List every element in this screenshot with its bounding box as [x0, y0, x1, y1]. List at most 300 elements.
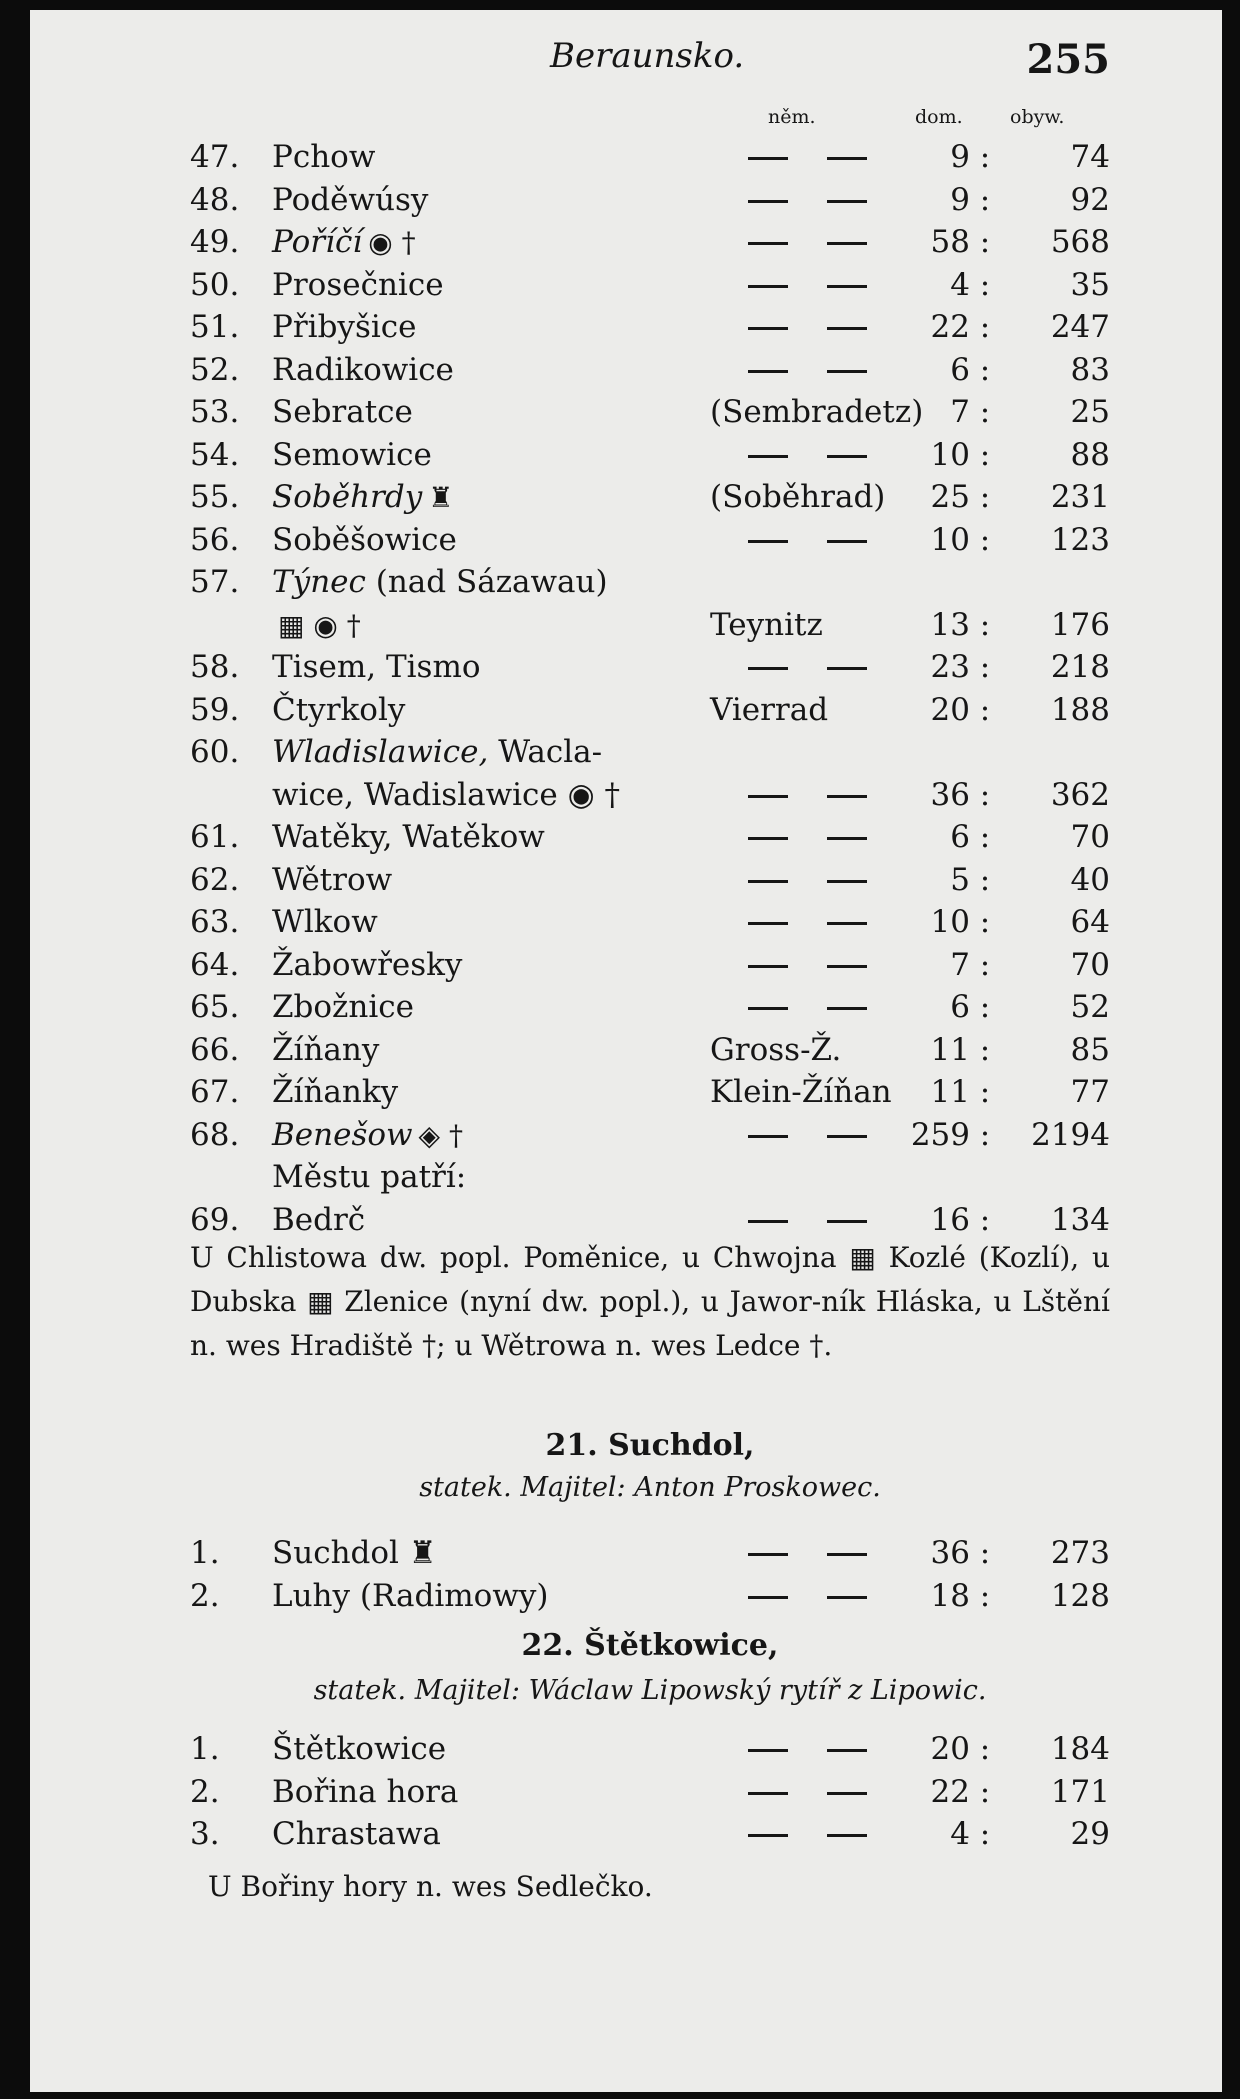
- dash-line: [827, 455, 867, 458]
- map-symbol-icon: ▦ ◉ †: [278, 608, 361, 642]
- section-21-table: [190, 1532, 1110, 1617]
- dash-mark: [827, 519, 865, 562]
- table-row: [190, 179, 1110, 222]
- place-name: [272, 731, 602, 774]
- row-number: 47.: [190, 139, 240, 175]
- dash-line: [827, 965, 867, 968]
- dash-line: [827, 285, 867, 288]
- dash-line: [748, 242, 788, 245]
- place-name-text: Bedrč: [272, 1201, 366, 1238]
- houses-count: 6: [950, 989, 970, 1025]
- section-21-subtitle: statek. Majitel: Anton Proskowec.: [419, 1472, 881, 1503]
- separator: :: [979, 904, 991, 940]
- place-name-text: Wětrow: [272, 861, 393, 898]
- place-name: [272, 1771, 458, 1814]
- table-row: [190, 1532, 1110, 1575]
- place-name: [272, 1156, 466, 1199]
- place-name-text: Wladislawice,: [272, 734, 489, 770]
- place-name-text: Wlkow: [272, 904, 378, 940]
- table-row: [190, 136, 1110, 179]
- inhabitants-count: 247: [1050, 309, 1110, 345]
- german-name: (Sembradetz): [710, 394, 924, 430]
- dash-line: [748, 837, 788, 840]
- houses-count: 16: [930, 1201, 970, 1238]
- dash-mark: [827, 221, 865, 264]
- houses-count: 6: [950, 819, 970, 855]
- row-number: 3.: [190, 1816, 220, 1852]
- place-name-text: Benešow: [272, 1116, 413, 1153]
- separator: :: [979, 649, 991, 685]
- inhabitants-count: 70: [1070, 946, 1110, 983]
- houses-count: 10: [930, 521, 970, 558]
- separator: :: [979, 139, 991, 175]
- place-name-text: Tisem, Tismo: [272, 649, 481, 685]
- book-page: [30, 10, 1222, 2092]
- houses-count: 58: [930, 224, 970, 260]
- dash-line: [748, 1220, 788, 1223]
- dash-mark: [748, 179, 786, 222]
- row-number: 49.: [190, 224, 240, 260]
- dash-mark: [748, 859, 786, 902]
- dash-mark: [827, 1813, 865, 1856]
- houses-count: 11: [930, 1031, 970, 1068]
- place-name: [272, 986, 414, 1029]
- inhabitants-count: 92: [1070, 181, 1110, 218]
- dash-mark: [827, 944, 865, 987]
- table-row: [190, 391, 1110, 434]
- dash-mark: [827, 264, 865, 307]
- village-table: [190, 136, 1110, 1241]
- separator: :: [979, 861, 991, 898]
- row-number: 68.: [190, 1116, 240, 1153]
- table-row: [190, 774, 1110, 817]
- inhabitants-count: 88: [1070, 436, 1110, 473]
- place-name-text: Watěky, Watěkow: [272, 819, 545, 855]
- dash-mark: [748, 264, 786, 307]
- place-name: [272, 136, 375, 179]
- separator: :: [979, 776, 991, 813]
- place-name: [272, 859, 392, 902]
- row-number: 57.: [190, 564, 240, 600]
- dash-mark: [827, 349, 865, 392]
- table-row: [190, 519, 1110, 562]
- separator: :: [979, 266, 991, 303]
- place-name-text: Suchdol ♜: [272, 1535, 437, 1571]
- place-name: [272, 1813, 441, 1856]
- dash-line: [748, 1135, 788, 1138]
- dash-line: [748, 667, 788, 670]
- houses-count: 6: [950, 351, 970, 388]
- dash-line: [748, 880, 788, 883]
- table-row: [190, 349, 1110, 392]
- houses-count: 13: [930, 606, 970, 643]
- german-name: Gross-Ž.: [710, 1031, 842, 1068]
- dash-line: [827, 922, 867, 925]
- map-symbol-icon: ♜: [428, 481, 454, 514]
- row-number: 63.: [190, 904, 240, 940]
- inhabitants-count: 176: [1050, 606, 1110, 643]
- german-name: Klein-Žíňan: [710, 1074, 892, 1110]
- separator: :: [979, 1773, 991, 1810]
- place-name-text: Radikowice: [272, 351, 454, 388]
- separator: :: [979, 224, 991, 260]
- separator: :: [979, 691, 991, 728]
- dash-line: [827, 242, 867, 245]
- inhabitants-count: 29: [1070, 1816, 1110, 1852]
- inhabitants-count: 35: [1070, 266, 1110, 303]
- dash-mark: [827, 1728, 865, 1771]
- dash-line: [748, 1792, 788, 1795]
- separator: :: [979, 1074, 991, 1110]
- separator: :: [979, 1731, 991, 1767]
- german-name: (Soběhrad): [710, 479, 886, 515]
- place-name: [272, 901, 378, 944]
- dash-mark: [748, 1771, 786, 1814]
- dash-line: [748, 922, 788, 925]
- dash-line: [748, 1553, 788, 1556]
- dash-mark: [748, 136, 786, 179]
- houses-count: 22: [930, 309, 970, 345]
- row-number: 67.: [190, 1074, 240, 1110]
- dash-mark: [748, 1575, 786, 1618]
- dash-line: [827, 667, 867, 670]
- houses-count: 10: [930, 436, 970, 473]
- dash-mark: [748, 816, 786, 859]
- place-name-text: Poříčí: [272, 224, 363, 260]
- separator: :: [979, 606, 991, 643]
- row-number: 48.: [190, 181, 240, 218]
- table-row: [190, 221, 1110, 264]
- place-name-text: Poděwúsy: [272, 181, 429, 218]
- section-21-title: 21. Suchdol,: [545, 1428, 755, 1463]
- page-number: 255: [1026, 36, 1110, 83]
- place-name: [272, 604, 367, 648]
- place-name: [272, 1029, 379, 1072]
- houses-count: 25: [930, 479, 970, 515]
- place-name-text: Sebratce: [272, 394, 413, 430]
- houses-count: 20: [930, 1731, 970, 1767]
- table-row: [190, 1029, 1110, 1072]
- inhabitants-count: 362: [1050, 776, 1110, 813]
- footer-note: U Bořiny hory n. wes Sedlečko.: [208, 1870, 653, 1903]
- houses-count: 9: [950, 181, 970, 218]
- table-row: [190, 986, 1110, 1029]
- place-name-text: Žíňanky: [272, 1074, 399, 1110]
- dash-mark: [748, 1813, 786, 1856]
- inhabitants-count: 77: [1070, 1074, 1110, 1110]
- dash-line: [827, 1792, 867, 1795]
- houses-count: 22: [930, 1773, 970, 1810]
- place-name-text: Soběšowice: [272, 521, 457, 558]
- dash-line: [748, 1596, 788, 1599]
- row-number: 51.: [190, 309, 240, 345]
- row-number: 65.: [190, 989, 240, 1025]
- german-name: Teynitz: [710, 606, 823, 643]
- inhabitants-count: 188: [1050, 691, 1110, 728]
- dash-mark: [827, 1532, 865, 1575]
- dash-line: [748, 540, 788, 543]
- place-name: [272, 1532, 437, 1575]
- table-row: [190, 1813, 1110, 1856]
- dash-mark: [748, 221, 786, 264]
- inhabitants-count: 70: [1070, 819, 1110, 855]
- place-name: [272, 391, 413, 434]
- dash-line: [827, 1596, 867, 1599]
- dash-mark: [748, 519, 786, 562]
- table-row: [190, 264, 1110, 307]
- houses-count: 36: [930, 1535, 970, 1571]
- inhabitants-count: 64: [1070, 904, 1110, 940]
- table-row: [190, 646, 1110, 689]
- houses-count: 18: [930, 1577, 970, 1614]
- place-name-text: Přibyšice: [272, 309, 417, 345]
- separator: :: [979, 1116, 991, 1153]
- dash-line: [827, 1553, 867, 1556]
- inhabitants-count: 273: [1050, 1535, 1110, 1571]
- separator: :: [979, 309, 991, 345]
- column-header-obyw: obyw.: [1010, 106, 1065, 128]
- dash-mark: [748, 774, 786, 817]
- section-22-title: 22. Štětkowice,: [521, 1628, 779, 1663]
- place-name: [272, 774, 620, 817]
- houses-count: 259: [910, 1116, 970, 1153]
- houses-count: 4: [950, 266, 970, 303]
- dash-line: [827, 327, 867, 330]
- row-number: 1.: [190, 1731, 220, 1767]
- row-number: 55.: [190, 479, 240, 515]
- inhabitants-count: 83: [1070, 351, 1110, 388]
- dash-mark: [748, 306, 786, 349]
- place-name: [272, 944, 462, 987]
- separator: :: [979, 1031, 991, 1068]
- inhabitants-count: 218: [1050, 649, 1110, 685]
- table-row: [190, 944, 1110, 987]
- dash-mark: [748, 986, 786, 1029]
- houses-count: 7: [950, 394, 970, 430]
- place-name: [272, 1114, 469, 1158]
- place-name: [272, 519, 457, 562]
- dash-mark: [827, 434, 865, 477]
- dash-line: [827, 157, 867, 160]
- place-name: [272, 221, 422, 265]
- separator: :: [979, 1577, 991, 1614]
- place-name: [272, 1071, 398, 1114]
- table-row: [190, 604, 1110, 647]
- place-name-rest: Wacla-: [498, 734, 603, 770]
- separator: :: [979, 819, 991, 855]
- running-title: Beraunsko.: [550, 36, 745, 76]
- place-name-text: Zbožnice: [272, 989, 414, 1025]
- table-row: [190, 1156, 1110, 1199]
- dash-line: [748, 157, 788, 160]
- table-row: [190, 816, 1110, 859]
- table-row: [190, 306, 1110, 349]
- place-name-text: wice, Wadislawice ◉ †: [272, 776, 620, 813]
- inhabitants-count: 231: [1050, 479, 1110, 515]
- table-row: [190, 1728, 1110, 1771]
- table-row: [190, 1114, 1110, 1157]
- place-name-text: Městu patří:: [272, 1159, 467, 1195]
- dash-mark: [827, 306, 865, 349]
- dash-line: [827, 1135, 867, 1138]
- place-name: [272, 646, 481, 689]
- separator: :: [979, 1816, 991, 1852]
- inhabitants-count: 74: [1070, 139, 1110, 175]
- dash-mark: [748, 944, 786, 987]
- dash-mark: [748, 1199, 786, 1242]
- table-row: [190, 859, 1110, 902]
- separator: :: [979, 436, 991, 473]
- houses-count: 36: [930, 776, 970, 813]
- row-number: 1.: [190, 1535, 220, 1571]
- section-22-table: [190, 1728, 1110, 1856]
- dash-line: [748, 1834, 788, 1837]
- place-name: [272, 179, 428, 222]
- separator: :: [979, 1201, 991, 1238]
- dash-mark: [827, 646, 865, 689]
- houses-count: 4: [950, 1816, 970, 1852]
- dash-mark: [748, 1114, 786, 1157]
- dash-line: [748, 965, 788, 968]
- map-symbol-icon: ◉ †: [368, 226, 416, 259]
- dash-mark: [827, 859, 865, 902]
- section-22-subtitle: statek. Majitel: Wáclaw Lipowský rytíř z Lipowic.: [313, 1675, 987, 1706]
- column-header-dom: dom.: [915, 106, 963, 128]
- inhabitants-count: 184: [1050, 1731, 1110, 1767]
- dash-mark: [827, 179, 865, 222]
- row-number: 2.: [190, 1577, 220, 1614]
- separator: :: [979, 946, 991, 983]
- separator: :: [979, 479, 991, 515]
- dash-line: [827, 795, 867, 798]
- row-number: 2.: [190, 1773, 220, 1810]
- dash-mark: [827, 1771, 865, 1814]
- separator: :: [979, 181, 991, 218]
- running-header: [190, 36, 1110, 86]
- dash-line: [827, 200, 867, 203]
- place-name-text: Žíňany: [272, 1031, 380, 1068]
- row-number: 58.: [190, 649, 240, 685]
- table-row: [190, 1575, 1110, 1618]
- place-name-rest: (nad Sázawau): [375, 564, 608, 600]
- column-header-nem: něm.: [768, 106, 816, 128]
- row-number: 69.: [190, 1201, 240, 1238]
- place-name-text: Semowice: [272, 436, 432, 473]
- place-name-text: Prosečnice: [272, 266, 444, 303]
- map-symbol-icon: ◈ †: [418, 1118, 463, 1152]
- row-number: 64.: [190, 946, 240, 983]
- dash-line: [827, 370, 867, 373]
- place-name-text: Pchow: [272, 139, 376, 175]
- inhabitants-count: 171: [1050, 1773, 1110, 1810]
- separator: :: [979, 351, 991, 388]
- inhabitants-count: 123: [1050, 521, 1110, 558]
- column-headers: [190, 106, 1110, 136]
- dash-line: [827, 837, 867, 840]
- place-name-text: Týnec: [272, 564, 366, 600]
- table-row: [190, 1071, 1110, 1114]
- dash-line: [827, 880, 867, 883]
- table-row: [190, 476, 1110, 519]
- dash-line: [827, 1220, 867, 1223]
- houses-count: 7: [950, 946, 970, 983]
- row-number: 61.: [190, 819, 240, 855]
- place-name: [272, 476, 459, 520]
- table-row: [190, 689, 1110, 732]
- german-name: Vierrad: [710, 691, 829, 728]
- table-row: [190, 434, 1110, 477]
- houses-count: 9: [950, 139, 970, 175]
- place-name: [272, 816, 545, 859]
- row-number: 60.: [190, 734, 240, 770]
- dash-line: [748, 1007, 788, 1010]
- row-number: 50.: [190, 266, 240, 303]
- row-number: 66.: [190, 1031, 240, 1068]
- dash-line: [748, 370, 788, 373]
- place-name-text: Bořina hora: [272, 1773, 459, 1810]
- dash-mark: [748, 1728, 786, 1771]
- houses-count: 5: [950, 861, 970, 898]
- place-name: [272, 689, 405, 732]
- dash-mark: [748, 434, 786, 477]
- inhabitants-count: 134: [1050, 1201, 1110, 1238]
- table-row: [190, 731, 1110, 774]
- houses-count: 11: [930, 1074, 970, 1110]
- place-name: [272, 264, 444, 307]
- dash-line: [748, 200, 788, 203]
- houses-count: 20: [930, 691, 970, 728]
- dash-line: [748, 455, 788, 458]
- dash-line: [748, 327, 788, 330]
- dash-mark: [748, 901, 786, 944]
- row-number: 54.: [190, 436, 240, 473]
- separator: :: [979, 521, 991, 558]
- inhabitants-count: 25: [1070, 394, 1110, 430]
- row-number: 52.: [190, 351, 240, 388]
- separator: :: [979, 989, 991, 1025]
- row-number: 53.: [190, 394, 240, 430]
- place-name-text: Čtyrkoly: [272, 691, 406, 728]
- place-name: [272, 306, 416, 349]
- place-name: [272, 1199, 365, 1242]
- dash-line: [748, 795, 788, 798]
- place-name: [272, 561, 608, 604]
- dash-line: [827, 540, 867, 543]
- place-name-text: Žabowřesky: [272, 946, 463, 983]
- dash-mark: [827, 816, 865, 859]
- inhabitants-count: 2194: [1031, 1116, 1110, 1153]
- separator: :: [979, 1535, 991, 1571]
- dash-line: [748, 285, 788, 288]
- dash-mark: [827, 1575, 865, 1618]
- dash-mark: [748, 349, 786, 392]
- table-row: [190, 901, 1110, 944]
- inhabitants-count: 52: [1070, 989, 1110, 1025]
- place-name-text: Luhy (Radimowy): [272, 1577, 549, 1614]
- dash-line: [748, 1749, 788, 1752]
- inhabitants-count: 568: [1050, 224, 1110, 260]
- dash-mark: [748, 1532, 786, 1575]
- table-row: [190, 561, 1110, 604]
- dash-mark: [827, 774, 865, 817]
- dash-mark: [748, 646, 786, 689]
- place-name: [272, 349, 454, 392]
- dash-mark: [827, 986, 865, 1029]
- inhabitants-count: 40: [1070, 861, 1110, 898]
- place-name-text: Chrastawa: [272, 1816, 441, 1852]
- table-row: [190, 1771, 1110, 1814]
- inhabitants-count: 85: [1070, 1031, 1110, 1068]
